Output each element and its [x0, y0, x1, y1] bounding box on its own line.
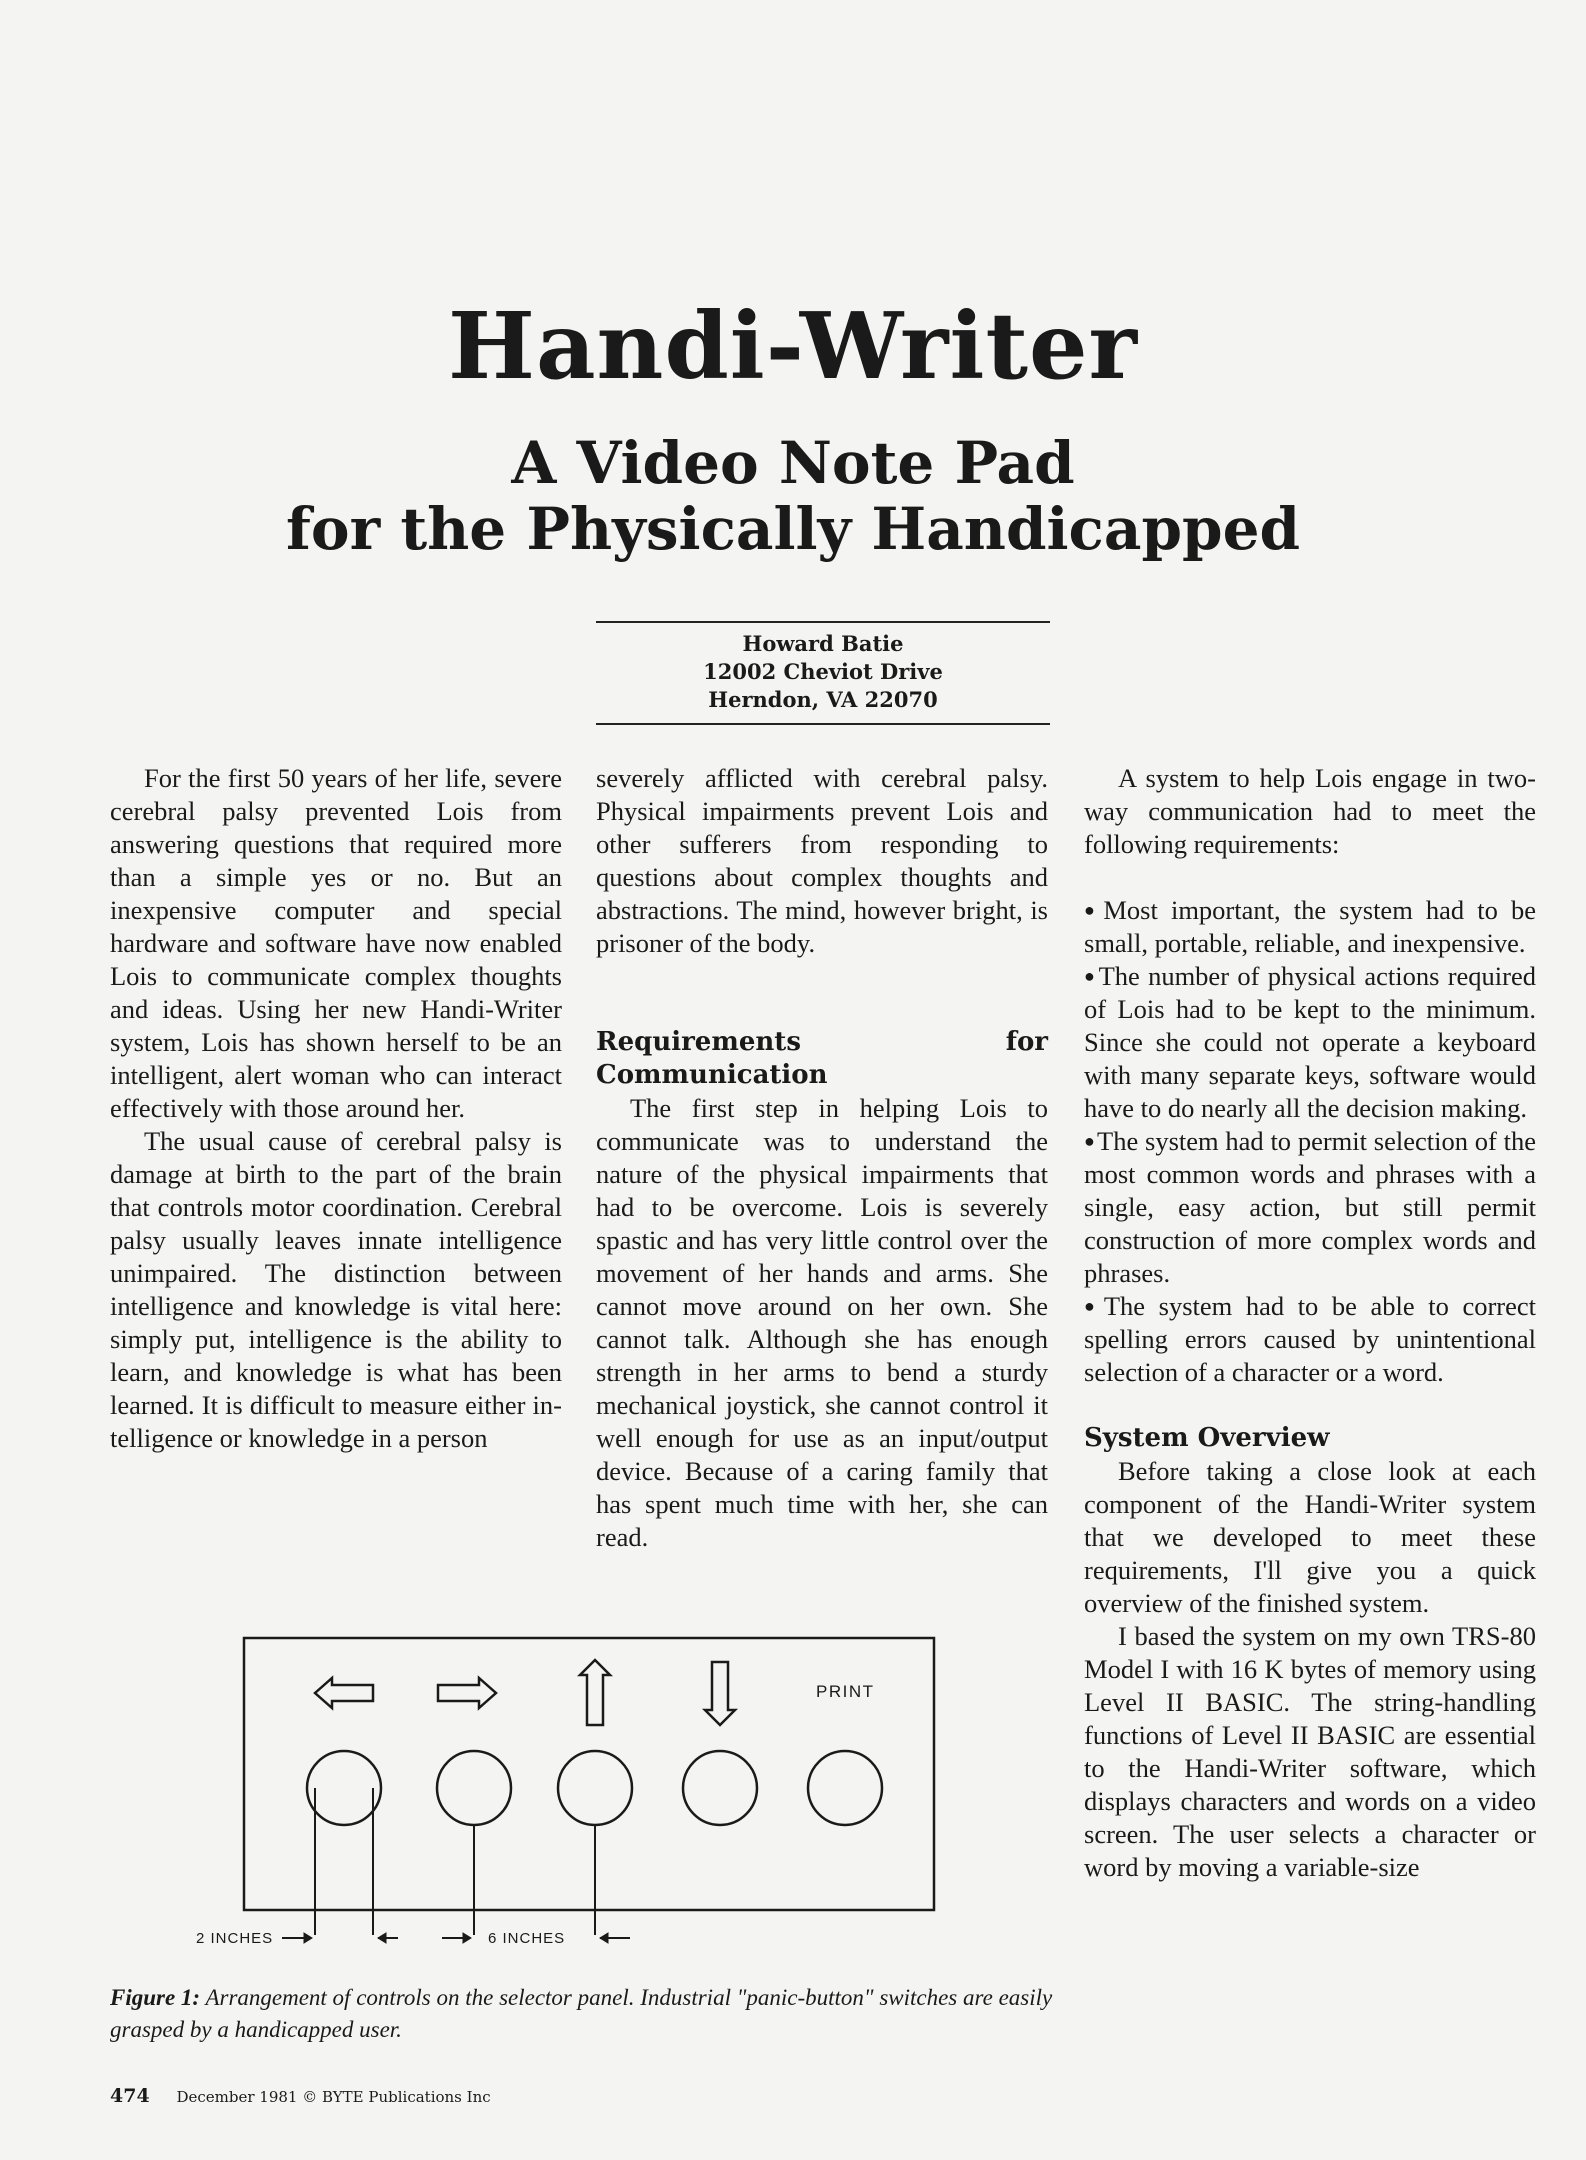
byline-rule-top: [596, 621, 1050, 623]
article-title: Handi-Writer: [448, 292, 1138, 400]
dimension-arrowhead: [304, 1933, 312, 1943]
column-1: [110, 762, 562, 1455]
requirement-bullet: ● The system had to permit selection of the most common words and phrases with a single, easy action, but still permit construction of more complex words and phrases.: [1084, 1125, 1536, 1290]
down-arrow-icon: [705, 1662, 735, 1725]
author-name: Howard Batie: [742, 631, 904, 656]
page-number: 474: [110, 2085, 150, 2107]
article-subtitle: [0, 430, 1586, 562]
down-button: [683, 1751, 757, 1825]
subtitle-line-2: for the Physically Handicapped: [285, 495, 1301, 563]
caption-text: Arrangement of controls on the selector panel. Industrial "panic-button" switches are easily grasped by a handicapped user.: [110, 1985, 1053, 2042]
print-button: [808, 1751, 882, 1825]
panel-outline: [244, 1638, 934, 1910]
left-button: [307, 1751, 381, 1825]
author-byline: [596, 630, 1050, 714]
byline-rule-bottom: [596, 723, 1050, 725]
right-arrow-icon: [438, 1678, 496, 1708]
print-label: PRINT: [816, 1682, 875, 1701]
section-heading-overview: System Overview: [1084, 1423, 1330, 1453]
up-button: [558, 1751, 632, 1825]
caption-label: Figure 1:: [110, 1985, 201, 2010]
paragraph: A system to help Lois engage in two-way communication had to meet the following requirements:: [1084, 763, 1536, 859]
selector-panel-diagram: [180, 1630, 1000, 1960]
paragraph: I based the system on my own TRS-80 Model I with 16 K bytes of memory using Level II BASIC. The string-handling functions of Level II BASIC are essential to the Handi-Writer software, which displays characters and words on a video screen. The user selects a character or word by moving a variable-size: [1084, 1621, 1536, 1882]
requirement-bullet: ● Most important, the system had to be small, portable, reliable, and inexpensive.: [1084, 894, 1536, 960]
paragraph: For the first 50 years of her life, severe cerebral palsy prevented Lois from answering questions that required more than a simple yes or no. But an inexpensive computer and special hardware and software have now enabled Lois to communicate complex thoughts and ideas. Using her new Handi-Writer system, Lois has shown herself to be an intelligent, alert woman who can interact effectively with those around her.: [110, 763, 562, 1123]
left-arrow-icon: [315, 1678, 373, 1708]
paragraph: Before taking a close look at each component of the Handi-Writer system that we developed to meet these requirements, I'll give you a quick overview of the finished system.: [1084, 1456, 1536, 1618]
paragraph: The usual cause of cerebral palsy is damage at birth to the part of the brain that controls motor coordination. Cerebral palsy usually leaves innate intelligence unimpaired. The distinction between intelligence and knowledge is vital here: simply put, intelligence is the ability to learn, and knowledge is what has been learned. It is difficult to measure either intelligence or knowledge in a person: [110, 1126, 562, 1453]
dimension-label-6-inches: 6 INCHES: [488, 1930, 566, 1947]
right-button: [437, 1751, 511, 1825]
author-city: Herndon, VA 22070: [708, 687, 938, 712]
dimension-arrowhead: [600, 1933, 608, 1943]
requirement-bullet: ● The number of physical actions required of Lois had to be kept to the minimum. Since she could not operate a keyboard with many separate keys, software would have to do nearly all the decision making.: [1084, 960, 1536, 1125]
dimension-arrowhead: [463, 1933, 471, 1943]
paragraph: severely afflicted with cerebral palsy. Physical impairments prevent Lois and other sufferers from responding to questions about complex thoughts and abstractions. The mind, however bright, is prisoner of the body.: [596, 763, 1048, 958]
figure-caption: [110, 1982, 1060, 2046]
author-street: 12002 Cheviot Drive: [703, 659, 943, 684]
subtitle-line-1: A Video Note Pad: [511, 429, 1075, 497]
page-footer: [110, 2085, 491, 2107]
dimension-arrowhead: [378, 1933, 386, 1943]
footer-publication: December 1981 © BYTE Publications Inc: [176, 2088, 491, 2106]
requirement-bullet: ● The system had to be able to correct spelling errors caused by unintentional selection of a character or a word.: [1084, 1290, 1536, 1389]
column-3: [1084, 762, 1536, 1884]
column-2: [596, 762, 1048, 1554]
paragraph: The first step in helping Lois to communicate was to understand the nature of the physical impairments that had to be overcome. Lois is severely spastic and has very little control over the movement of her hands and arms. She cannot move around on her own. She cannot talk. Although she has enough strength in her arms to bend a sturdy mechanical joystick, she cannot control it well enough for use as an input/output device. Because of a caring family that has spent much time with her, she can read.: [596, 1093, 1048, 1552]
section-heading-requirements: Requirements for Communication: [596, 1027, 1048, 1090]
up-arrow-icon: [580, 1660, 610, 1725]
dimension-label-2-inches: 2 INCHES: [196, 1930, 274, 1947]
